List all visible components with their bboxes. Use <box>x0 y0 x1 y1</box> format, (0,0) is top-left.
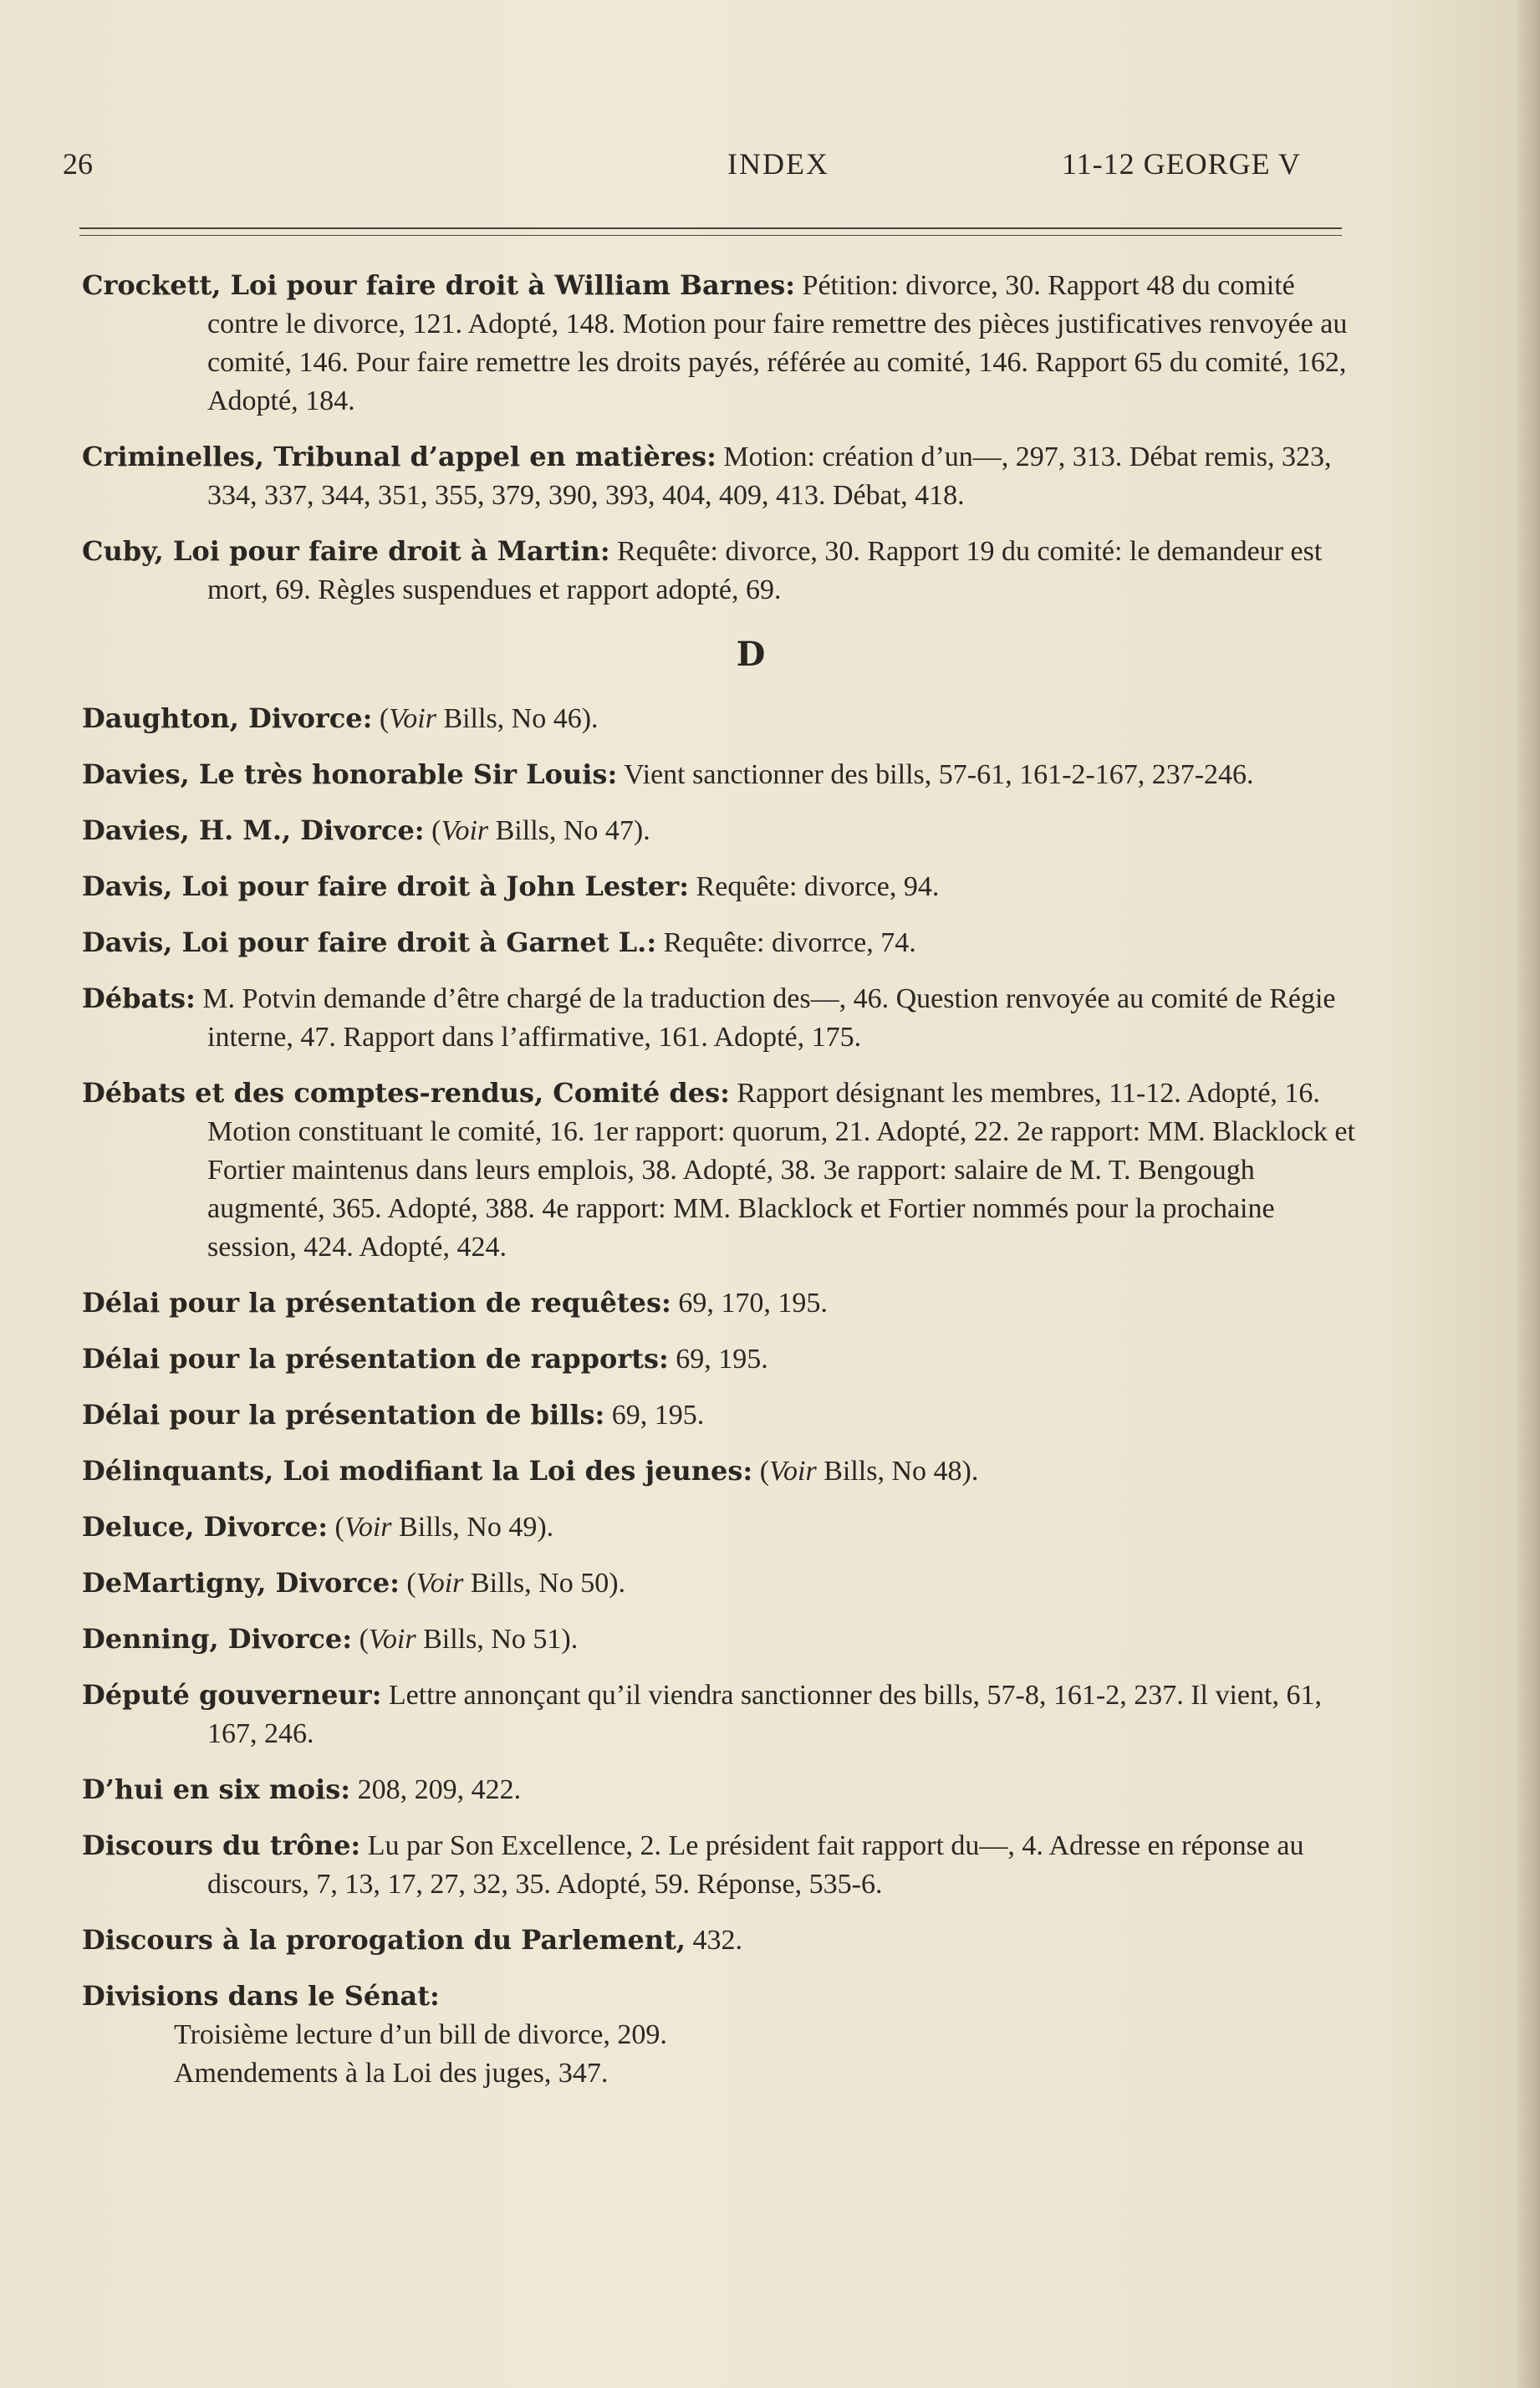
entry-text: 69, 195. <box>668 1344 768 1375</box>
entry-heading: Divisions dans le Sénat: <box>82 1980 440 2012</box>
entry-heading: Délai pour la présentation de requêtes: <box>82 1287 671 1319</box>
entry-heading: Débats et des comptes-rendus, Comité des: <box>82 1077 730 1109</box>
index-entry <box>82 1921 1369 1960</box>
entry-text: Requête: divorce, 30. Rapport 19 du comité: le demandeur est mort, 69. Règles suspendues et rapport adopté, 69. <box>207 536 1323 605</box>
index-entry <box>82 1074 1369 1267</box>
entry-text-after: Bills, No 46). <box>436 703 599 734</box>
entry-italic: Voir <box>389 703 436 734</box>
entry-heading: Denning, Divorce: <box>82 1623 353 1655</box>
index-entry <box>82 1770 1369 1809</box>
entry-heading: Député gouverneur: <box>82 1679 382 1711</box>
entry-heading: Davies, Le très honorable Sir Louis: <box>82 758 618 790</box>
entry-heading: Davis, Loi pour faire droit à Garnet L.: <box>82 926 657 958</box>
entry-heading: Davis, Loi pour faire droit à John Lester: <box>82 870 690 902</box>
entry-italic: Voir <box>769 1456 817 1487</box>
index-entry <box>82 811 1369 850</box>
divisions-subentries <box>82 2016 1369 2093</box>
entry-heading: Crockett, Loi pour faire droit à William Barnes: <box>82 269 796 301</box>
page-edge <box>1518 0 1540 2388</box>
index-content <box>82 266 1369 2093</box>
index-entry <box>82 1564 1369 1603</box>
entries-c <box>82 266 1369 610</box>
entry-text: Pétition: divorce, 30. Rapport 48 du comité contre le divorce, 121. Adopté, 148. Motion pour faire remettre des pièces justificatives renvoyée au comité, 146. Pour faire remettre les droits payés, référée au comité, 146. Rapport 65 du comité, 162, Adopté, 184. <box>207 270 1348 416</box>
index-entry <box>82 532 1369 610</box>
section-letter: D <box>736 635 766 674</box>
header-rule <box>79 227 1342 236</box>
entry-heading: Daughton, Divorce: <box>82 702 373 734</box>
page-header <box>0 146 1540 196</box>
index-entry <box>82 1396 1369 1435</box>
index-entry <box>82 979 1369 1057</box>
entry-heading: Débats: <box>82 982 196 1014</box>
entry-text: Motion: création d’un—, 297, 313. Débat remis, 323, 334, 337, 344, 351, 355, 379, 390, 393, 404, 409, 413. Débat, 418. <box>207 441 1332 511</box>
entry-heading: Délinquants, Loi modifiant la Loi des jeunes: <box>82 1455 753 1487</box>
index-entry <box>82 699 1369 738</box>
entry-text-after: Bills, No 51). <box>416 1624 579 1655</box>
entry-text: ( <box>328 1512 344 1543</box>
entry-text-after: Bills, No 47). <box>488 815 650 846</box>
running-title: INDEX <box>727 147 829 181</box>
issue-label: 11-12 GEORGE V <box>1062 147 1301 181</box>
entry-heading: Discours du trône: <box>82 1829 361 1861</box>
entry-heading: D’hui en six mois: <box>82 1773 351 1805</box>
entry-text: Vient sanctionner des bills, 57-61, 161-2-167, 237-246. <box>617 759 1254 790</box>
sub-entry: Amendements à la Loi des juges, 347. <box>174 2058 609 2089</box>
entry-heading: Délai pour la présentation de rapports: <box>82 1343 669 1375</box>
index-entry <box>82 1620 1369 1659</box>
entry-heading: Deluce, Divorce: <box>82 1511 329 1543</box>
index-entry <box>82 1508 1369 1547</box>
index-entry <box>82 1339 1369 1379</box>
entry-text: ( <box>752 1456 770 1487</box>
entry-text: Requête: divorrce, 74. <box>656 927 916 958</box>
entries-d <box>82 699 1369 2016</box>
entry-text: 208, 209, 422. <box>350 1774 522 1805</box>
entry-text: 69, 195. <box>604 1400 705 1431</box>
index-entry <box>82 266 1369 421</box>
entry-text: Lettre annonçant qu’il viendra sanctionner des bills, 57-8, 161-2, 237. Il vient, 61, 167, 246. <box>207 1680 1322 1749</box>
entry-heading: Discours à la prorogation du Parlement, <box>82 1924 686 1956</box>
index-entry <box>82 867 1369 906</box>
entry-text: 432. <box>686 1925 743 1956</box>
entry-text-after: Bills, No 50). <box>463 1568 626 1599</box>
entry-text: ( <box>372 703 390 734</box>
entry-text: 69, 170, 195. <box>671 1288 828 1319</box>
index-entry <box>82 923 1369 962</box>
page-number: 26 <box>63 147 93 181</box>
index-entry <box>82 1452 1369 1491</box>
entry-text: M. Potvin demande d’être chargé de la traduction des—, 46. Question renvoyée au comité de Régie interne, 47. Rapport dans l’affirmative, 161. Adopté, 175. <box>195 983 1336 1053</box>
entry-heading: Criminelles, Tribunal d’appel en matières: <box>82 441 716 472</box>
index-entry <box>82 755 1369 794</box>
entry-text: Lu par Son Excellence, 2. Le président fait rapport du—, 4. Adresse en réponse au discours, 7, 13, 17, 27, 32, 35. Adopté, 59. Réponse, 535-6. <box>207 1830 1304 1900</box>
index-entry <box>82 1676 1369 1753</box>
entry-italic: Voir <box>368 1624 416 1655</box>
entry-italic: Voir <box>441 815 489 846</box>
index-entry <box>82 1283 1369 1323</box>
entry-text: ( <box>399 1568 416 1599</box>
index-entry <box>82 1826 1369 1904</box>
entry-italic: Voir <box>344 1512 392 1543</box>
entry-heading: DeMartigny, Divorce: <box>82 1567 400 1599</box>
entry-text: Rapport désignant les membres, 11-12. Adopté, 16. Motion constituant le comité, 16. 1er rapport: quorum, 21. Adopté, 22. 2e rapport: MM. Blacklock et Fortier maintenus dans leurs emplois, 38. Adopté, 38. 3e rapport: salaire de M. T. Bengough augmenté, 365. Adopté, 388. 4e rapport: MM. Blacklock et Fortier nommés pour la prochaine session, 424. Adopté, 424. <box>207 1078 1355 1263</box>
entry-text: Requête: divorce, 94. <box>689 871 940 902</box>
entry-italic: Voir <box>416 1568 464 1599</box>
index-entry <box>82 437 1369 515</box>
entry-heading: Davies, H. M., Divorce: <box>82 814 425 846</box>
entry-text-after: Bills, No 49). <box>391 1512 554 1543</box>
sub-entry: Troisième lecture d’un bill de divorce, 209. <box>174 2019 667 2050</box>
index-entry <box>82 1977 1369 2016</box>
entry-text-after: Bills, No 48). <box>816 1456 979 1487</box>
entry-text: ( <box>352 1624 369 1655</box>
entry-heading: Délai pour la présentation de bills: <box>82 1399 605 1431</box>
entry-heading: Cuby, Loi pour faire droit à Martin: <box>82 535 610 567</box>
entry-text: ( <box>424 815 441 846</box>
